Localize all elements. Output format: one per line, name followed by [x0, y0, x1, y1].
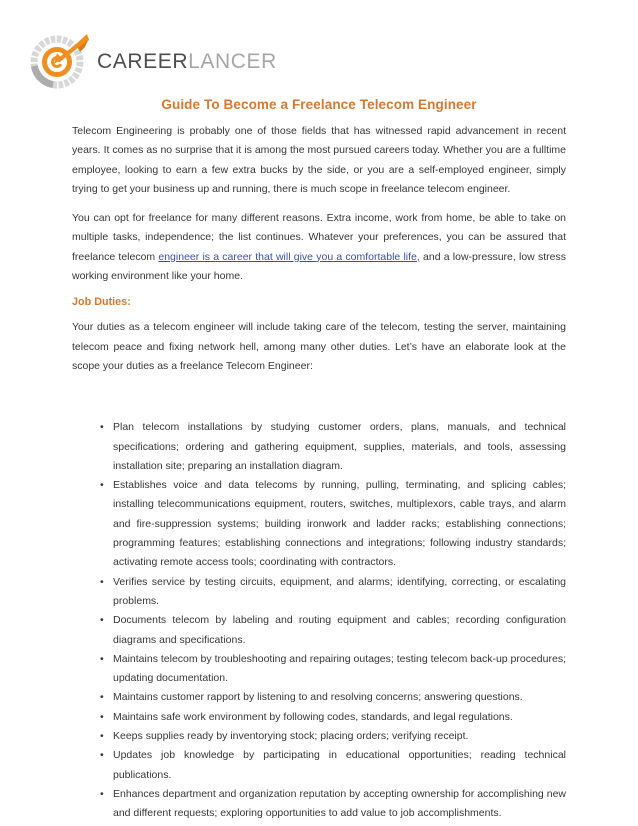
- list-item: • Documents telecom by labeling and routing equipment and cables; recording configuration diagrams and specifications.: [72, 611, 566, 650]
- careerlancer-target-logo-icon: [30, 32, 90, 90]
- reasons-text-post: and a low-pressure, low stress working environment like your home.: [72, 250, 566, 283]
- brand-header: [30, 33, 638, 89]
- document-content: [0, 97, 638, 824]
- list-item: • Verifies service by testing circuits, equipment, and alarms; identifying, correcting, or escalating problems.: [72, 573, 566, 612]
- job-duties-list: [72, 418, 566, 823]
- comfortable-life-link[interactable]: engineer is a career that will give you a comfortable life,: [158, 250, 420, 263]
- list-item: • Plan telecom installations by studying customer orders, plans, manuals, and technical specifications; ordering and gathering equipment, supplies, materials, and tools, assessing installation site; preparing an installation diagram.: [72, 418, 566, 476]
- duties-intro-paragraph: Your duties as a telecom engineer will include taking care of the telecom, testing the server, maintaining telecom peace and fixing network hell, among many other duties. Let’s have an elaborate look at the scope your duties as a freelance Telecom Engineer:: [72, 321, 566, 372]
- reasons-text-pre: You can opt for freelance for many different reasons. Extra income, work from home, be able to take on multiple tasks, independence; the list continues. Whatever your preferences, you can be assured that freelance telecom: [72, 212, 566, 263]
- page-title: Guide To Become a Freelance Telecom Engineer: [161, 97, 477, 112]
- list-item: • Enhances department and organization reputation by accepting ownership for accomplishing new and different requests; exploring opportunities to add value to job accomplishments.: [72, 785, 566, 824]
- list-item: • Maintains telecom by troubleshooting and repairing outages; testing telecom back-up procedures; updating documentation.: [72, 650, 566, 689]
- list-item: • Maintains safe work environment by following codes, standards, and legal regulations.: [72, 708, 566, 727]
- reasons-paragraph: [72, 209, 566, 286]
- list-item: • Updates job knowledge by participating in educational opportunities; reading technical publications.: [72, 746, 566, 785]
- intro-paragraph: Telecom Engineering is probably one of those fields that has witnessed rapid advancement in recent years. It comes as no surprise that it is among the most pursued careers today. Whether you are a fulltime employee, looking to earn a few extra bucks by the side, or you are a self-employed engineer, simply trying to get your business up and running, there is much scope in freelance telecom engineer.: [72, 125, 566, 195]
- list-item: • Maintains customer rapport by listening to and resolving concerns; answering questions.: [72, 688, 566, 707]
- list-item: • Keeps supplies ready by inventorying stock; placing orders; verifying receipt.: [72, 727, 566, 746]
- job-duties-heading: Job Duties:: [72, 296, 131, 309]
- list-item: • Establishes voice and data telecoms by running, pulling, terminating, and splicing cables; installing telecommunications equipment, routers, switches, multiplexors, cable trays, and alarm and fire-suppression systems; building ironwork and ladder racks; establishing connections; programming features; establishing connections and integrations; following industry standards; activating remote access tools; coordinating with contractors.: [72, 476, 566, 572]
- brand-name-career: CAREER: [97, 50, 189, 73]
- brand-name: [97, 48, 277, 74]
- brand-name-lancer: LANCER: [188, 50, 277, 73]
